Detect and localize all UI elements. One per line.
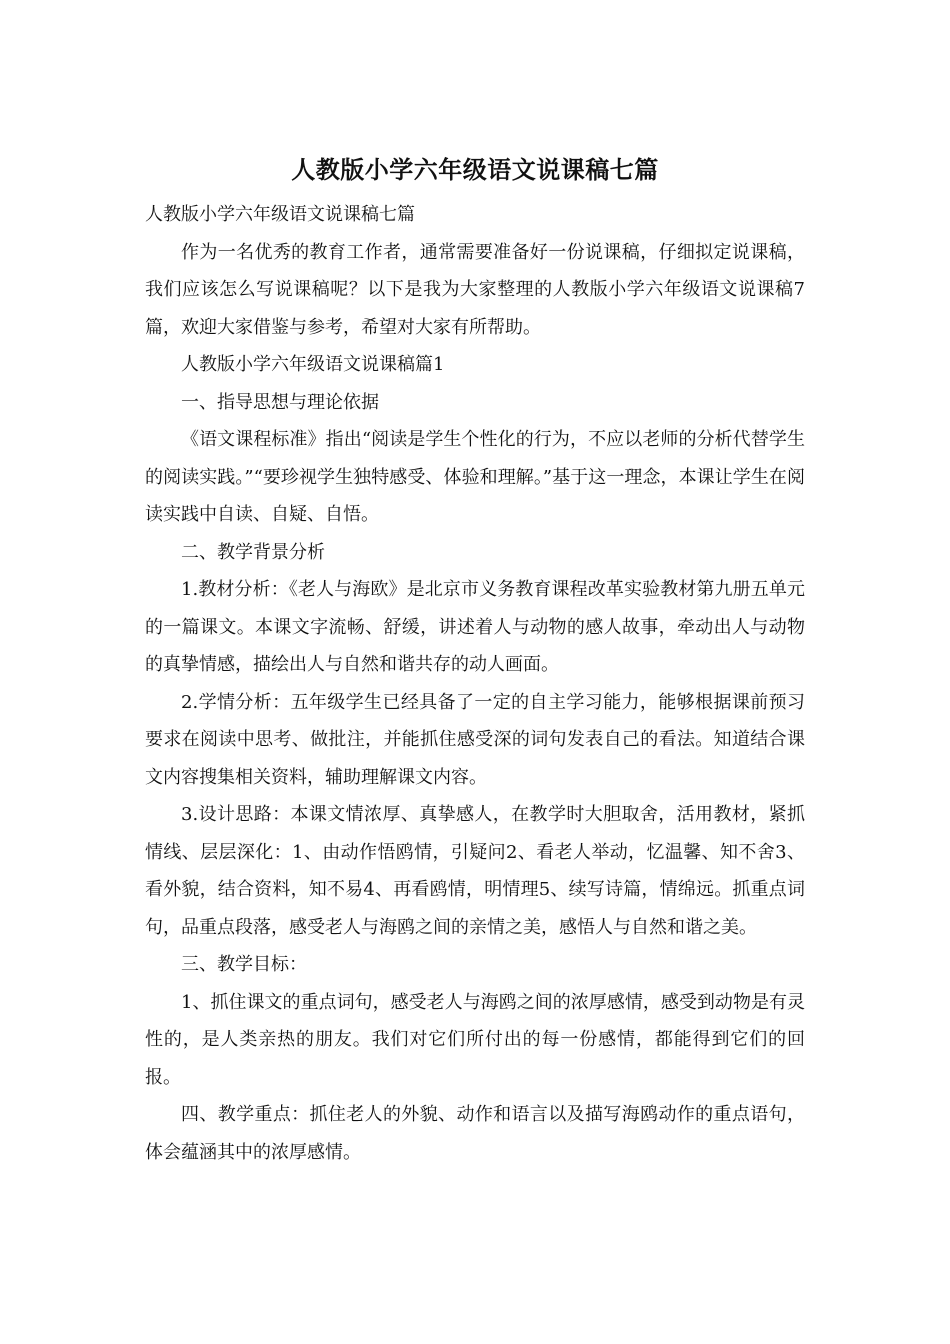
- paragraph: 作为一名优秀的教育工作者，通常需要准备好一份说课稿，仔细拟定说课稿，我们应该怎么写说课稿呢？以下是我为大家整理的人教版小学六年级语文说课稿7篇，欢迎大家借鉴与参考，希望对大家有所帮助。: [145, 241, 805, 338]
- paragraph: 1、抓住课文的重点词句，感受老人与海鸥之间的浓厚感情，感受到动物是有灵性的，是人类亲热的朋友。我们对它们所付出的每一份感情，都能得到它们的回报。: [145, 991, 805, 1088]
- section-heading: 三、教学目标：: [181, 954, 307, 975]
- section-heading: 二、教学背景分析: [181, 541, 325, 563]
- paragraph: 1.教材分析：《老人与海欧》是北京市义务教育课程改革实验教材第九册五单元的一篇课文。本课文字流畅、舒缓，讲述着人与动物的感人故事，牵动出人与动物的真挚情感，描绘出人与自然和谐共存的动人画面。: [145, 579, 805, 675]
- paragraph: 四、教学重点：抓住老人的外貌、动作和语言以及描写海鸥动作的重点语句，体会蕴涵其中的浓厚感情。: [145, 1104, 805, 1163]
- section-heading: 人教版小学六年级语文说课稿篇1: [181, 354, 445, 375]
- document-title: 人教版小学六年级语文说课稿七篇: [291, 156, 659, 184]
- paragraph: 《语文课程标准》指出“阅读是学生个性化的行为，不应以老师的分析代替学生的阅读实践。”“要珍视学生独特感受、体验和理解。”基于这一理念，本课让学生在阅读实践中自读、自疑、自悟。: [145, 429, 805, 525]
- section-heading: 一、指导思想与理论依据: [181, 391, 379, 413]
- document-body: [145, 196, 805, 1171]
- paragraph: 3.设计思路：本课文情浓厚、真挚感人，在教学时大胆取舍，活用教材，紧抓情线、层层深化：1、由动作悟鸥情，引疑问2、看老人举动，忆温馨、知不舍3、看外貌，结合资料，知不易4、再看鸥情，明情理5、续写诗篇，情绵远。抓重点词句，品重点段落，感受老人与海鸥之间的亲情之美，感悟人与自然和谐之美。: [145, 804, 805, 938]
- paragraph: 人教版小学六年级语文说课稿七篇: [145, 204, 415, 225]
- paragraph: 2.学情分析：五年级学生已经具备了一定的自主学习能力，能够根据课前预习要求在阅读中思考、做批注，并能抓住感受深的词句发表自己的看法。知道结合课文内容搜集相关资料，辅助理解课文内容。: [145, 691, 805, 788]
